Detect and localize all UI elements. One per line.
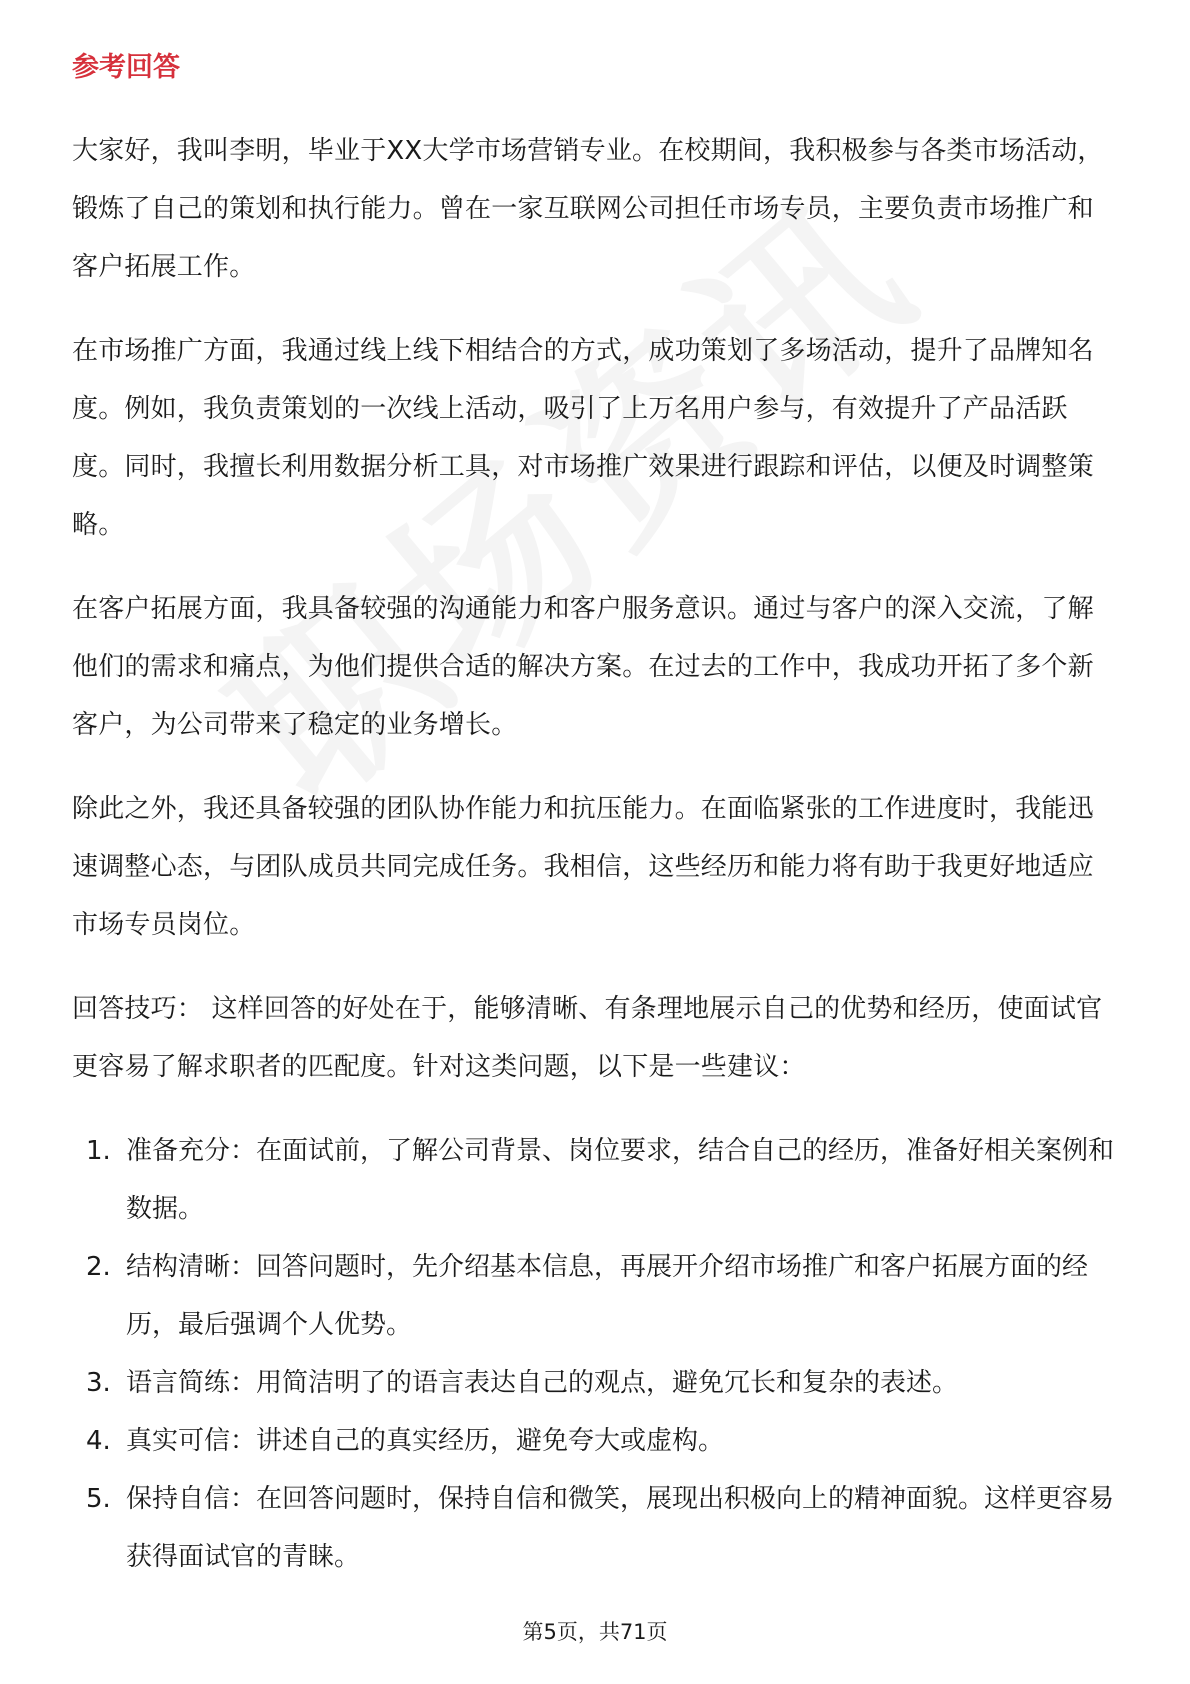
list-item-text: 准备充分：在面试前，了解公司背景、岗位要求，结合自己的经历，准备好相关案例和数据。	[126, 1136, 1115, 1224]
list-item	[72, 1238, 1118, 1354]
list-item-number: 3.	[86, 1368, 111, 1398]
page-number-footer: 第5页，共71页	[522, 1620, 668, 1644]
list-item-text: 结构清晰：回答问题时，先介绍基本信息，再展开介绍市场推广和客户拓展方面的经历，最后强调个人优势。	[126, 1252, 1089, 1340]
list-item-number: 4.	[86, 1426, 111, 1456]
list-item-text: 语言简练：用简洁明了的语言表达自己的观点，避免冗长和复杂的表述。	[126, 1368, 959, 1398]
section-title: 参考回答	[72, 52, 180, 83]
paragraph-marketing: 在市场推广方面，我通过线上线下相结合的方式，成功策划了多场活动，提升了品牌知名度。例如，我负责策划的一次线上活动，吸引了上万名用户参与，有效提升了产品活跃度。同时，我擅长利用数据分析工具，对市场推广效果进行跟踪和评估，以便及时调整策略。	[72, 336, 1094, 540]
tips-list	[72, 1122, 1118, 1586]
paragraph-teamwork: 除此之外，我还具备较强的团队协作能力和抗压能力。在面临紧张的工作进度时，我能迅速调整心态，与团队成员共同完成任务。我相信，这些经历和能力将有助于我更好地适应市场专员岗位。	[72, 794, 1094, 940]
paragraph-intro: 大家好，我叫李明，毕业于XX大学市场营销专业。在校期间，我积极参与各类市场活动，锻炼了自己的策划和执行能力。曾在一家互联网公司担任市场专员，主要负责市场推广和客户拓展工作。	[72, 136, 1104, 282]
list-item-text: 保持自信：在回答问题时，保持自信和微笑，展现出积极向上的精神面貌。这样更容易获得面试官的青睐。	[126, 1484, 1115, 1572]
list-item-text: 真实可信：讲述自己的真实经历，避免夸大或虚构。	[126, 1426, 725, 1456]
paragraph-answer-tips: 回答技巧： 这样回答的好处在于，能够清晰、有条理地展示自己的优势和经历，使面试官更容易了解求职者的匹配度。针对这类问题，以下是一些建议：	[72, 994, 1103, 1082]
list-item	[72, 1122, 1118, 1238]
list-item-number: 5.	[86, 1484, 111, 1514]
list-item	[72, 1354, 1118, 1412]
paragraph-clients: 在客户拓展方面，我具备较强的沟通能力和客户服务意识。通过与客户的深入交流，了解他们的需求和痛点，为他们提供合适的解决方案。在过去的工作中，我成功开拓了多个新客户，为公司带来了稳定的业务增长。	[72, 594, 1094, 740]
list-item	[72, 1412, 1118, 1470]
list-item-number: 2.	[86, 1252, 111, 1282]
list-item	[72, 1470, 1118, 1586]
list-item-number: 1.	[86, 1136, 111, 1166]
